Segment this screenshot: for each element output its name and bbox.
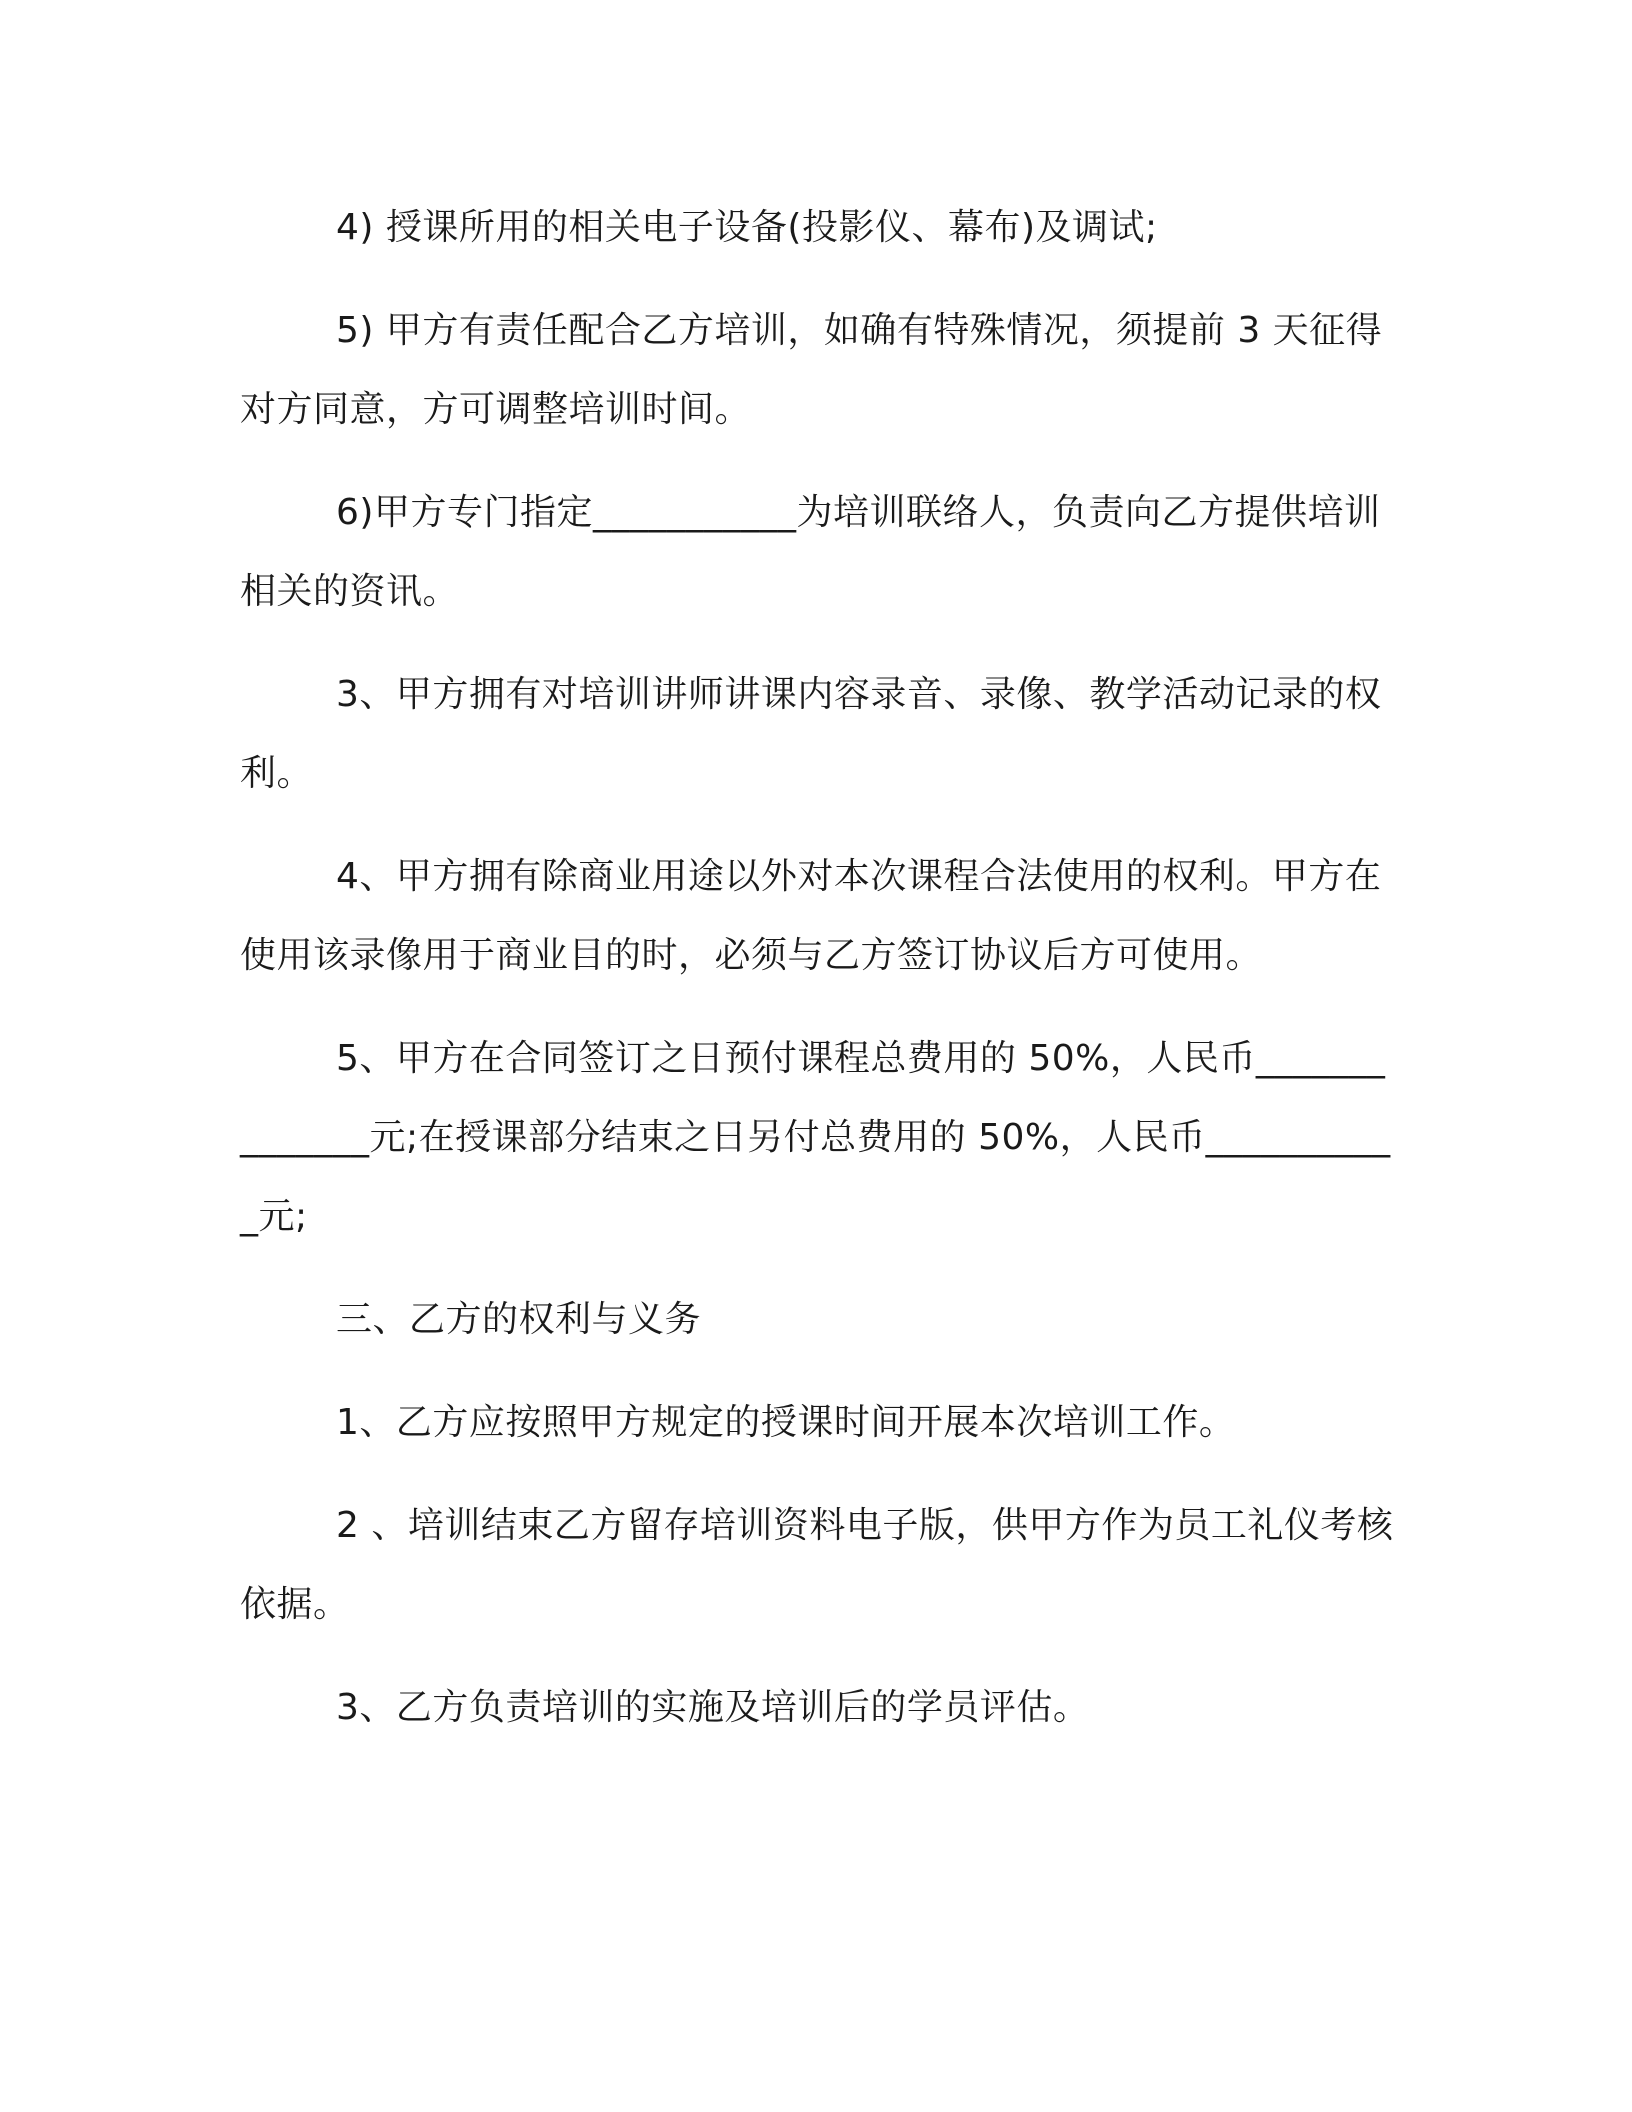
clause-5-payment: 5、甲方在合同签订之日预付课程总费用的 50%，人民币______________元;在授课部分结束之日另付总费用的 50%，人民币___________元;: [240, 1038, 1391, 1237]
paragraph-5-cooperation: 5) 甲方有责任配合乙方培训，如确有特殊情况，须提前 3 天征得对方同意，方可调整培训时间。: [240, 310, 1383, 430]
paragraph-6-contact-person: 6)甲方专门指定___________为培训联络人，负责向乙方提供培训相关的资讯。: [240, 492, 1381, 612]
document-body: [240, 188, 1400, 1747]
paragraph-4-equipment: 4) 授课所用的相关电子设备(投影仪、幕布)及调试;: [336, 207, 1158, 248]
section-heading-party-b: 三、乙方的权利与义务: [336, 1299, 702, 1340]
party-b-clause-3: 3、乙方负责培训的实施及培训后的学员评估。: [336, 1687, 1090, 1728]
party-b-clause-1: 1、乙方应按照甲方规定的授课时间开展本次培训工作。: [336, 1402, 1236, 1443]
clause-4-usage-rights: 4、甲方拥有除商业用途以外对本次课程合法使用的权利。甲方在使用该录像用于商业目的时，必须与乙方签订协议后方可使用。: [240, 856, 1382, 976]
clause-3-recording-rights: 3、甲方拥有对培训讲师讲课内容录音、录像、教学活动记录的权利。: [240, 674, 1382, 794]
party-b-clause-2: 2 、培训结束乙方留存培训资料电子版，供甲方作为员工礼仪考核依据。: [240, 1505, 1394, 1625]
